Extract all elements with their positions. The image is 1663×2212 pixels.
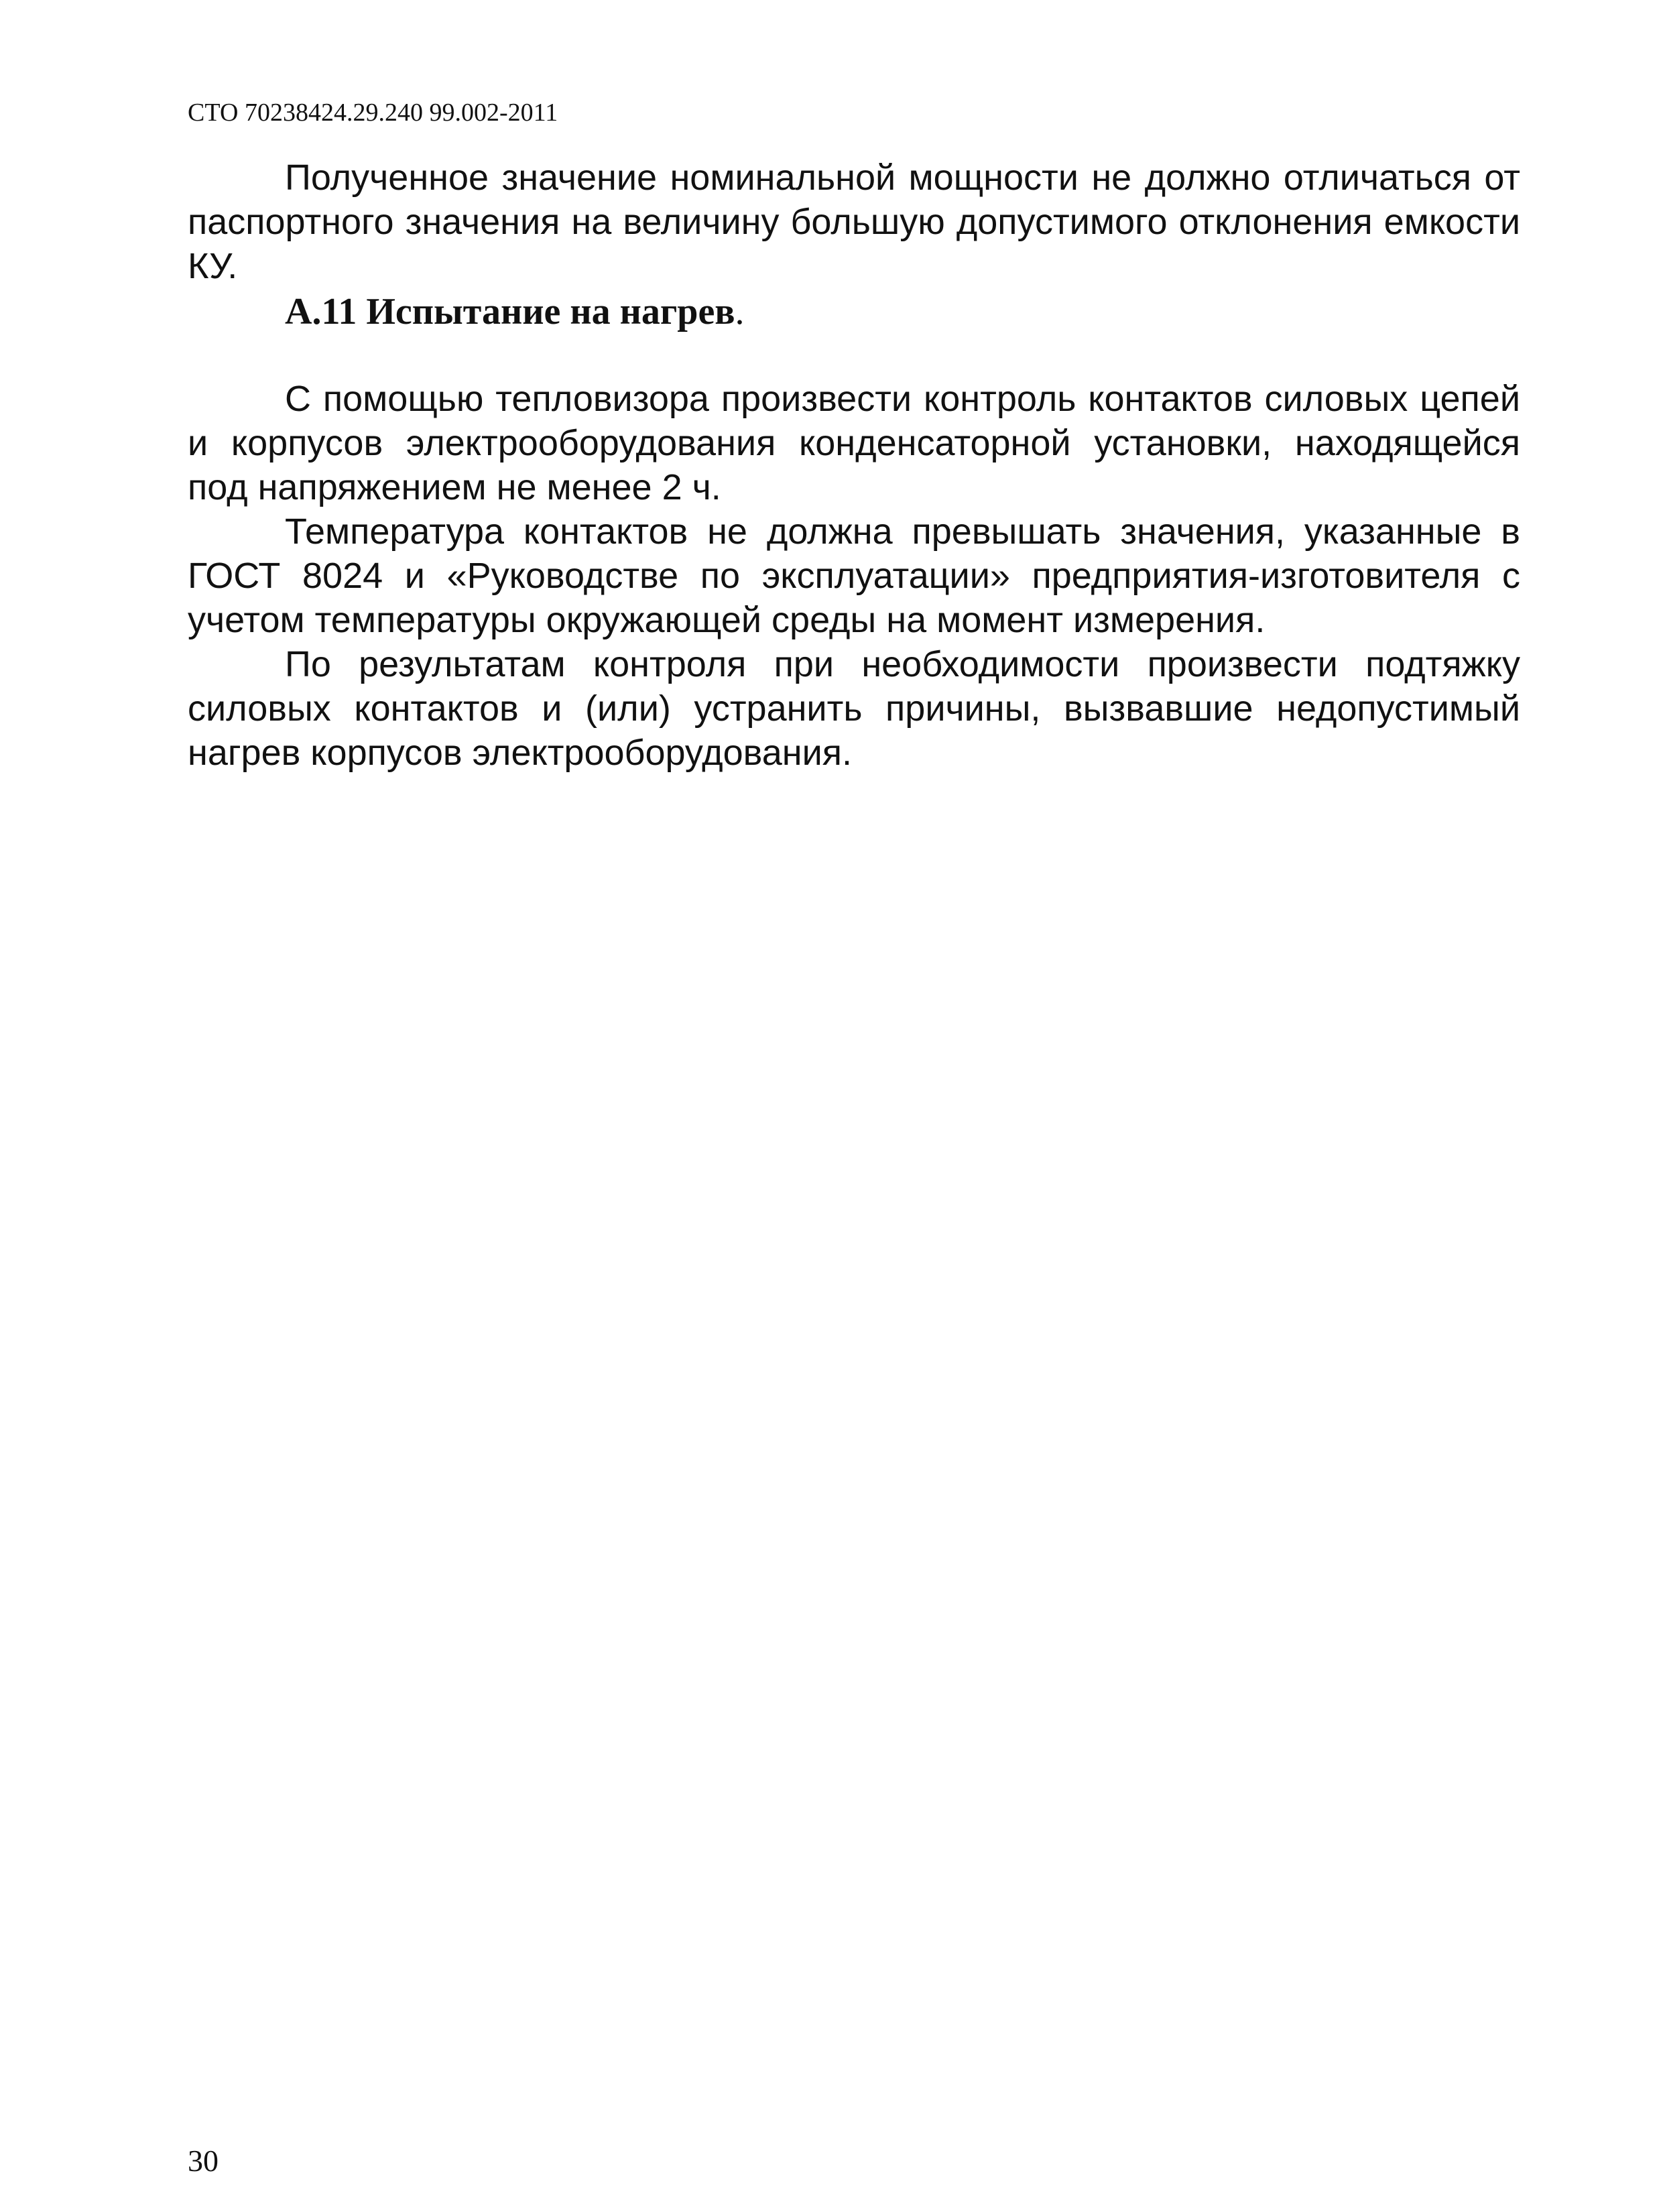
section-text-block bbox=[188, 377, 1520, 775]
section-heading bbox=[285, 290, 745, 334]
document-code-header: СТО 70238424.29.240 99.002-2011 bbox=[188, 99, 558, 127]
paragraph-nominal-power: Полученное значение номинальной мощности не должно отличаться от паспортного значения на величину большую допустимого отклонения емкости КУ. bbox=[188, 158, 1520, 286]
paragraph-control-results: По результатам контроля при необходимости произвести подтяжку силовых контактов и (или) устранить причины, вызвавшие недопустимый нагрев корпусов электрооборудования. bbox=[188, 644, 1520, 773]
paragraph-thermal-imager: С помощью тепловизора произвести контроль контактов силовых цепей и корпусов электрооборудования конденсаторной установки, находящейся под напряжением не менее 2 ч. bbox=[188, 379, 1520, 507]
section-heading-suffix: . bbox=[735, 291, 745, 332]
intro-text-block bbox=[188, 156, 1520, 288]
page-number: 30 bbox=[188, 2144, 219, 2178]
section-heading-title: А.11 Испытание на нагрев bbox=[285, 291, 735, 332]
paragraph-contact-temperature: Температура контактов не должна превышать значения, указанные в ГОСТ 8024 и «Руководстве по эксплуатации» предприятия-изготовителя с учетом температуры окружающей среды на момент измерения. bbox=[188, 511, 1520, 640]
